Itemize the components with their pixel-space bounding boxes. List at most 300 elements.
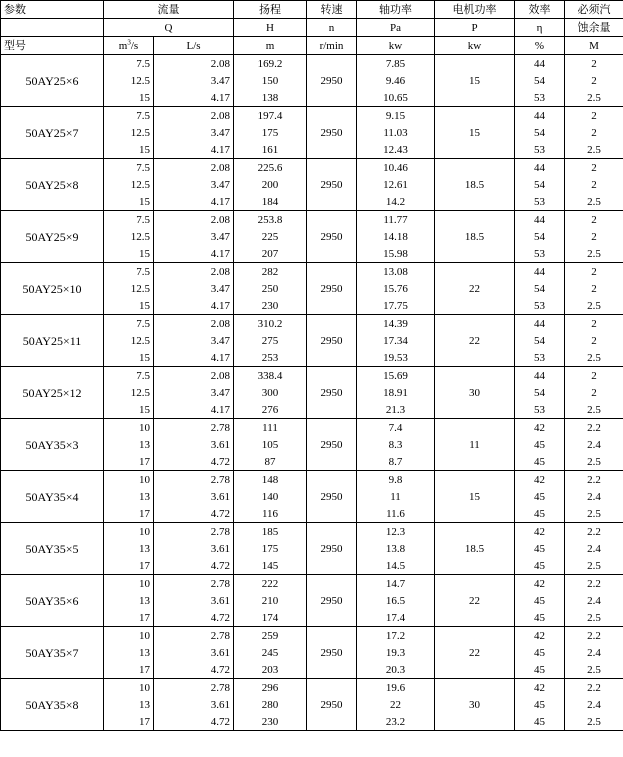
flow-ls-cell: 2.78	[154, 523, 234, 541]
head-cell: 197.4	[234, 107, 307, 125]
table-row	[1, 107, 623, 125]
table-row	[1, 419, 623, 437]
head-cell: 259	[234, 627, 307, 645]
efficiency-cell: 54	[515, 332, 565, 349]
npsh-cell: 2.5	[565, 661, 623, 679]
motor-power-cell: 18.5	[435, 523, 515, 575]
npsh-cell: 2	[565, 384, 623, 401]
flow-ls-cell: 4.17	[154, 401, 234, 419]
header-flow: 流量	[104, 1, 234, 19]
head-cell: 225	[234, 228, 307, 245]
flow-ls-cell: 2.08	[154, 107, 234, 125]
head-cell: 174	[234, 609, 307, 627]
flow-m3s-cell: 17	[104, 453, 154, 471]
shaft-power-cell: 15.76	[357, 280, 435, 297]
efficiency-cell: 44	[515, 315, 565, 333]
flow-m3s-cell: 12.5	[104, 280, 154, 297]
header-motor-power: 电机功率	[435, 1, 515, 19]
efficiency-cell: 53	[515, 349, 565, 367]
shaft-power-cell: 12.43	[357, 141, 435, 159]
model-cell: 50AY25×11	[1, 315, 104, 367]
efficiency-cell: 45	[515, 644, 565, 661]
efficiency-cell: 45	[515, 488, 565, 505]
efficiency-cell: 45	[515, 713, 565, 731]
flow-m3s-cell: 13	[104, 696, 154, 713]
flow-ls-cell: 3.47	[154, 280, 234, 297]
speed-cell: 2950	[307, 575, 357, 627]
speed-cell: 2950	[307, 367, 357, 419]
motor-power-cell: 22	[435, 627, 515, 679]
shaft-power-cell: 12.61	[357, 176, 435, 193]
npsh-cell: 2.5	[565, 453, 623, 471]
model-cell: 50AY35×8	[1, 679, 104, 731]
efficiency-cell: 44	[515, 211, 565, 229]
flow-ls-cell: 3.61	[154, 540, 234, 557]
shaft-power-cell: 11.03	[357, 124, 435, 141]
flow-ls-cell: 4.17	[154, 297, 234, 315]
npsh-cell: 2	[565, 124, 623, 141]
shaft-power-cell: 8.7	[357, 453, 435, 471]
head-cell: 222	[234, 575, 307, 593]
flow-m3s-cell: 15	[104, 89, 154, 107]
flow-m3s-cell: 12.5	[104, 384, 154, 401]
npsh-cell: 2	[565, 176, 623, 193]
head-cell: 253	[234, 349, 307, 367]
npsh-cell: 2.2	[565, 471, 623, 489]
efficiency-cell: 54	[515, 72, 565, 89]
npsh-cell: 2.4	[565, 644, 623, 661]
flow-ls-cell: 3.47	[154, 124, 234, 141]
header-unit-m: m	[234, 37, 307, 55]
shaft-power-cell: 13.8	[357, 540, 435, 557]
header-efficiency-symbol: η	[515, 19, 565, 37]
header-unit-rmin: r/min	[307, 37, 357, 55]
head-cell: 200	[234, 176, 307, 193]
model-cell: 50AY25×12	[1, 367, 104, 419]
shaft-power-cell: 15.98	[357, 245, 435, 263]
motor-power-cell: 15	[435, 107, 515, 159]
efficiency-cell: 44	[515, 55, 565, 73]
head-cell: 161	[234, 141, 307, 159]
npsh-cell: 2.5	[565, 141, 623, 159]
head-cell: 138	[234, 89, 307, 107]
npsh-cell: 2.5	[565, 505, 623, 523]
speed-cell: 2950	[307, 471, 357, 523]
shaft-power-cell: 7.4	[357, 419, 435, 437]
efficiency-cell: 45	[515, 453, 565, 471]
flow-m3s-cell: 12.5	[104, 72, 154, 89]
header-row-3	[1, 37, 623, 55]
flow-m3s-cell: 7.5	[104, 367, 154, 385]
flow-ls-cell: 4.72	[154, 661, 234, 679]
npsh-cell: 2.2	[565, 419, 623, 437]
flow-m3s-cell: 13	[104, 644, 154, 661]
npsh-cell: 2.2	[565, 627, 623, 645]
efficiency-cell: 45	[515, 436, 565, 453]
flow-m3s-cell: 7.5	[104, 159, 154, 177]
model-cell: 50AY25×9	[1, 211, 104, 263]
shaft-power-cell: 11	[357, 488, 435, 505]
npsh-cell: 2.5	[565, 713, 623, 731]
efficiency-cell: 53	[515, 297, 565, 315]
head-cell: 253.8	[234, 211, 307, 229]
model-cell: 50AY35×7	[1, 627, 104, 679]
efficiency-cell: 45	[515, 540, 565, 557]
flow-m3s-cell: 13	[104, 592, 154, 609]
npsh-cell: 2.5	[565, 609, 623, 627]
motor-power-cell: 22	[435, 315, 515, 367]
motor-power-cell: 15	[435, 471, 515, 523]
npsh-cell: 2	[565, 159, 623, 177]
table-row	[1, 159, 623, 177]
head-cell: 175	[234, 540, 307, 557]
head-cell: 185	[234, 523, 307, 541]
head-cell: 145	[234, 557, 307, 575]
shaft-power-cell: 14.2	[357, 193, 435, 211]
npsh-cell: 2	[565, 332, 623, 349]
flow-ls-cell: 3.61	[154, 488, 234, 505]
shaft-power-cell: 19.3	[357, 644, 435, 661]
flow-ls-cell: 2.08	[154, 211, 234, 229]
flow-m3s-cell: 7.5	[104, 263, 154, 281]
npsh-cell: 2	[565, 315, 623, 333]
npsh-cell: 2	[565, 55, 623, 73]
efficiency-cell: 53	[515, 401, 565, 419]
flow-ls-cell: 3.47	[154, 228, 234, 245]
flow-m3s-cell: 15	[104, 141, 154, 159]
head-cell: 105	[234, 436, 307, 453]
flow-m3s-cell: 15	[104, 401, 154, 419]
flow-m3s-cell: 13	[104, 436, 154, 453]
header-speed-symbol: n	[307, 19, 357, 37]
flow-m3s-cell: 12.5	[104, 228, 154, 245]
flow-ls-cell: 3.61	[154, 644, 234, 661]
speed-cell: 2950	[307, 315, 357, 367]
shaft-power-cell: 16.5	[357, 592, 435, 609]
efficiency-cell: 53	[515, 193, 565, 211]
table-row	[1, 55, 623, 73]
header-head: 扬程	[234, 1, 307, 19]
flow-ls-cell: 4.72	[154, 609, 234, 627]
flow-m3s-cell: 17	[104, 609, 154, 627]
flow-ls-cell: 3.47	[154, 72, 234, 89]
shaft-power-cell: 14.5	[357, 557, 435, 575]
model-cell: 50AY35×5	[1, 523, 104, 575]
shaft-power-cell: 9.46	[357, 72, 435, 89]
flow-ls-cell: 4.17	[154, 193, 234, 211]
shaft-power-cell: 17.2	[357, 627, 435, 645]
table-row	[1, 315, 623, 333]
header-flow-symbol: Q	[104, 19, 234, 37]
head-cell: 175	[234, 124, 307, 141]
efficiency-cell: 53	[515, 89, 565, 107]
model-cell: 50AY35×6	[1, 575, 104, 627]
efficiency-cell: 42	[515, 471, 565, 489]
header-npsh-1: 必须汽	[565, 1, 623, 19]
npsh-cell: 2.5	[565, 557, 623, 575]
head-cell: 245	[234, 644, 307, 661]
shaft-power-cell: 22	[357, 696, 435, 713]
flow-ls-cell: 4.72	[154, 505, 234, 523]
speed-cell: 2950	[307, 211, 357, 263]
efficiency-cell: 45	[515, 505, 565, 523]
flow-m3s-cell: 13	[104, 488, 154, 505]
npsh-cell: 2	[565, 367, 623, 385]
efficiency-cell: 42	[515, 627, 565, 645]
flow-ls-cell: 2.78	[154, 627, 234, 645]
flow-ls-cell: 4.17	[154, 89, 234, 107]
flow-m3s-cell: 12.5	[104, 124, 154, 141]
head-cell: 282	[234, 263, 307, 281]
efficiency-cell: 42	[515, 679, 565, 697]
shaft-power-cell: 9.15	[357, 107, 435, 125]
efficiency-cell: 54	[515, 176, 565, 193]
flow-ls-cell: 3.61	[154, 696, 234, 713]
efficiency-cell: 53	[515, 245, 565, 263]
flow-m3s-cell: 13	[104, 540, 154, 557]
flow-ls-cell: 4.17	[154, 141, 234, 159]
npsh-cell: 2.5	[565, 89, 623, 107]
shaft-power-cell: 10.65	[357, 89, 435, 107]
table-row	[1, 471, 623, 489]
efficiency-cell: 45	[515, 557, 565, 575]
shaft-power-cell: 19.6	[357, 679, 435, 697]
flow-m3s-cell: 12.5	[104, 332, 154, 349]
motor-power-cell: 18.5	[435, 211, 515, 263]
npsh-cell: 2.5	[565, 245, 623, 263]
header-unit-ls: L/s	[154, 37, 234, 55]
efficiency-cell: 54	[515, 228, 565, 245]
head-cell: 230	[234, 713, 307, 731]
flow-ls-cell: 2.78	[154, 575, 234, 593]
table-row	[1, 679, 623, 697]
npsh-cell: 2.2	[565, 523, 623, 541]
speed-cell: 2950	[307, 55, 357, 107]
flow-ls-cell: 4.72	[154, 713, 234, 731]
shaft-power-cell: 13.08	[357, 263, 435, 281]
flow-ls-cell: 3.47	[154, 332, 234, 349]
head-cell: 87	[234, 453, 307, 471]
efficiency-cell: 45	[515, 661, 565, 679]
flow-ls-cell: 2.78	[154, 679, 234, 697]
header-shaft-power-symbol: Pa	[357, 19, 435, 37]
efficiency-cell: 45	[515, 609, 565, 627]
npsh-cell: 2.2	[565, 575, 623, 593]
head-cell: 276	[234, 401, 307, 419]
flow-m3s-cell: 10	[104, 575, 154, 593]
model-cell: 50AY25×10	[1, 263, 104, 315]
shaft-power-cell: 17.4	[357, 609, 435, 627]
shaft-power-cell: 11.77	[357, 211, 435, 229]
flow-ls-cell: 2.78	[154, 471, 234, 489]
npsh-cell: 2	[565, 228, 623, 245]
shaft-power-cell: 14.39	[357, 315, 435, 333]
model-cell: 50AY25×7	[1, 107, 104, 159]
flow-ls-cell: 2.78	[154, 419, 234, 437]
flow-m3s-cell: 10	[104, 471, 154, 489]
flow-m3s-cell: 17	[104, 557, 154, 575]
speed-cell: 2950	[307, 523, 357, 575]
flow-ls-cell: 2.08	[154, 263, 234, 281]
flow-ls-cell: 4.17	[154, 245, 234, 263]
head-cell: 280	[234, 696, 307, 713]
table-row	[1, 263, 623, 281]
shaft-power-cell: 17.34	[357, 332, 435, 349]
shaft-power-cell: 14.7	[357, 575, 435, 593]
header-npsh-2: 蚀余量	[565, 19, 623, 37]
motor-power-cell: 18.5	[435, 159, 515, 211]
efficiency-cell: 44	[515, 107, 565, 125]
efficiency-cell: 54	[515, 384, 565, 401]
flow-m3s-cell: 15	[104, 193, 154, 211]
flow-m3s-cell: 10	[104, 627, 154, 645]
head-cell: 140	[234, 488, 307, 505]
flow-ls-cell: 2.08	[154, 159, 234, 177]
head-cell: 310.2	[234, 315, 307, 333]
efficiency-cell: 54	[515, 124, 565, 141]
speed-cell: 2950	[307, 419, 357, 471]
flow-m3s-cell: 12.5	[104, 176, 154, 193]
motor-power-cell: 30	[435, 367, 515, 419]
head-cell: 207	[234, 245, 307, 263]
speed-cell: 2950	[307, 107, 357, 159]
flow-ls-cell: 2.08	[154, 315, 234, 333]
flow-ls-cell: 3.47	[154, 384, 234, 401]
shaft-power-cell: 15.69	[357, 367, 435, 385]
motor-power-cell: 15	[435, 55, 515, 107]
table-row	[1, 523, 623, 541]
head-cell: 148	[234, 471, 307, 489]
motor-power-cell: 22	[435, 575, 515, 627]
npsh-cell: 2	[565, 211, 623, 229]
speed-cell: 2950	[307, 627, 357, 679]
efficiency-cell: 42	[515, 419, 565, 437]
efficiency-cell: 42	[515, 523, 565, 541]
flow-ls-cell: 4.72	[154, 557, 234, 575]
shaft-power-cell: 7.85	[357, 55, 435, 73]
flow-ls-cell: 4.17	[154, 349, 234, 367]
flow-ls-cell: 2.08	[154, 55, 234, 73]
shaft-power-cell: 21.3	[357, 401, 435, 419]
flow-m3s-cell: 7.5	[104, 107, 154, 125]
npsh-cell: 2.4	[565, 592, 623, 609]
efficiency-cell: 45	[515, 592, 565, 609]
npsh-cell: 2	[565, 72, 623, 89]
npsh-cell: 2	[565, 280, 623, 297]
npsh-cell: 2	[565, 263, 623, 281]
flow-ls-cell: 4.72	[154, 453, 234, 471]
flow-m3s-cell: 10	[104, 679, 154, 697]
head-cell: 296	[234, 679, 307, 697]
head-cell: 275	[234, 332, 307, 349]
model-cell: 50AY25×8	[1, 159, 104, 211]
shaft-power-cell: 11.6	[357, 505, 435, 523]
efficiency-cell: 42	[515, 575, 565, 593]
motor-power-cell: 11	[435, 419, 515, 471]
motor-power-cell: 30	[435, 679, 515, 731]
flow-m3s-cell: 17	[104, 505, 154, 523]
flow-ls-cell: 3.61	[154, 436, 234, 453]
npsh-cell: 2.2	[565, 679, 623, 697]
table-row	[1, 211, 623, 229]
motor-power-cell: 22	[435, 263, 515, 315]
efficiency-cell: 53	[515, 141, 565, 159]
flow-m3s-cell: 17	[104, 661, 154, 679]
shaft-power-cell: 14.18	[357, 228, 435, 245]
npsh-cell: 2.5	[565, 193, 623, 211]
shaft-power-cell: 20.3	[357, 661, 435, 679]
header-model: 型号	[1, 37, 104, 55]
shaft-power-cell: 19.53	[357, 349, 435, 367]
efficiency-cell: 44	[515, 367, 565, 385]
flow-m3s-cell: 7.5	[104, 211, 154, 229]
head-cell: 203	[234, 661, 307, 679]
npsh-cell: 2.4	[565, 488, 623, 505]
flow-m3s-cell: 7.5	[104, 315, 154, 333]
flow-ls-cell: 3.61	[154, 592, 234, 609]
flow-ls-cell: 3.47	[154, 176, 234, 193]
flow-m3s-cell: 15	[104, 349, 154, 367]
flow-m3s-cell: 10	[104, 523, 154, 541]
head-cell: 300	[234, 384, 307, 401]
speed-cell: 2950	[307, 679, 357, 731]
table-row	[1, 575, 623, 593]
shaft-power-cell: 8.3	[357, 436, 435, 453]
npsh-cell: 2.5	[565, 349, 623, 367]
header-row-1	[1, 1, 623, 19]
header-motor-power-symbol: P	[435, 19, 515, 37]
head-cell: 250	[234, 280, 307, 297]
flow-m3s-cell: 15	[104, 297, 154, 315]
head-cell: 230	[234, 297, 307, 315]
shaft-power-cell: 18.91	[357, 384, 435, 401]
table-row	[1, 627, 623, 645]
npsh-cell: 2.4	[565, 696, 623, 713]
header-shaft-power: 轴功率	[357, 1, 435, 19]
model-cell: 50AY35×3	[1, 419, 104, 471]
flow-ls-cell: 2.08	[154, 367, 234, 385]
model-cell: 50AY25×6	[1, 55, 104, 107]
header-efficiency: 效率	[515, 1, 565, 19]
header-unit-kw-motor: kw	[435, 37, 515, 55]
efficiency-cell: 44	[515, 159, 565, 177]
efficiency-cell: 45	[515, 696, 565, 713]
head-cell: 210	[234, 592, 307, 609]
header-speed: 转速	[307, 1, 357, 19]
flow-m3s-cell: 17	[104, 713, 154, 731]
npsh-cell: 2	[565, 107, 623, 125]
npsh-cell: 2.4	[565, 436, 623, 453]
table-row	[1, 367, 623, 385]
npsh-cell: 2.4	[565, 540, 623, 557]
head-cell: 225.6	[234, 159, 307, 177]
flow-m3s-cell: 15	[104, 245, 154, 263]
npsh-cell: 2.5	[565, 401, 623, 419]
speed-cell: 2950	[307, 263, 357, 315]
header-unit-m3s: $m^3/s$	[104, 37, 154, 55]
header-unit-kw-shaft: kw	[357, 37, 435, 55]
model-cell: 50AY35×4	[1, 471, 104, 523]
head-cell: 116	[234, 505, 307, 523]
head-cell: 111	[234, 419, 307, 437]
head-cell: 338.4	[234, 367, 307, 385]
shaft-power-cell: 10.46	[357, 159, 435, 177]
header-head-symbol: H	[234, 19, 307, 37]
head-cell: 184	[234, 193, 307, 211]
header-unit-percent: %	[515, 37, 565, 55]
head-cell: 169.2	[234, 55, 307, 73]
npsh-cell: 2.5	[565, 297, 623, 315]
